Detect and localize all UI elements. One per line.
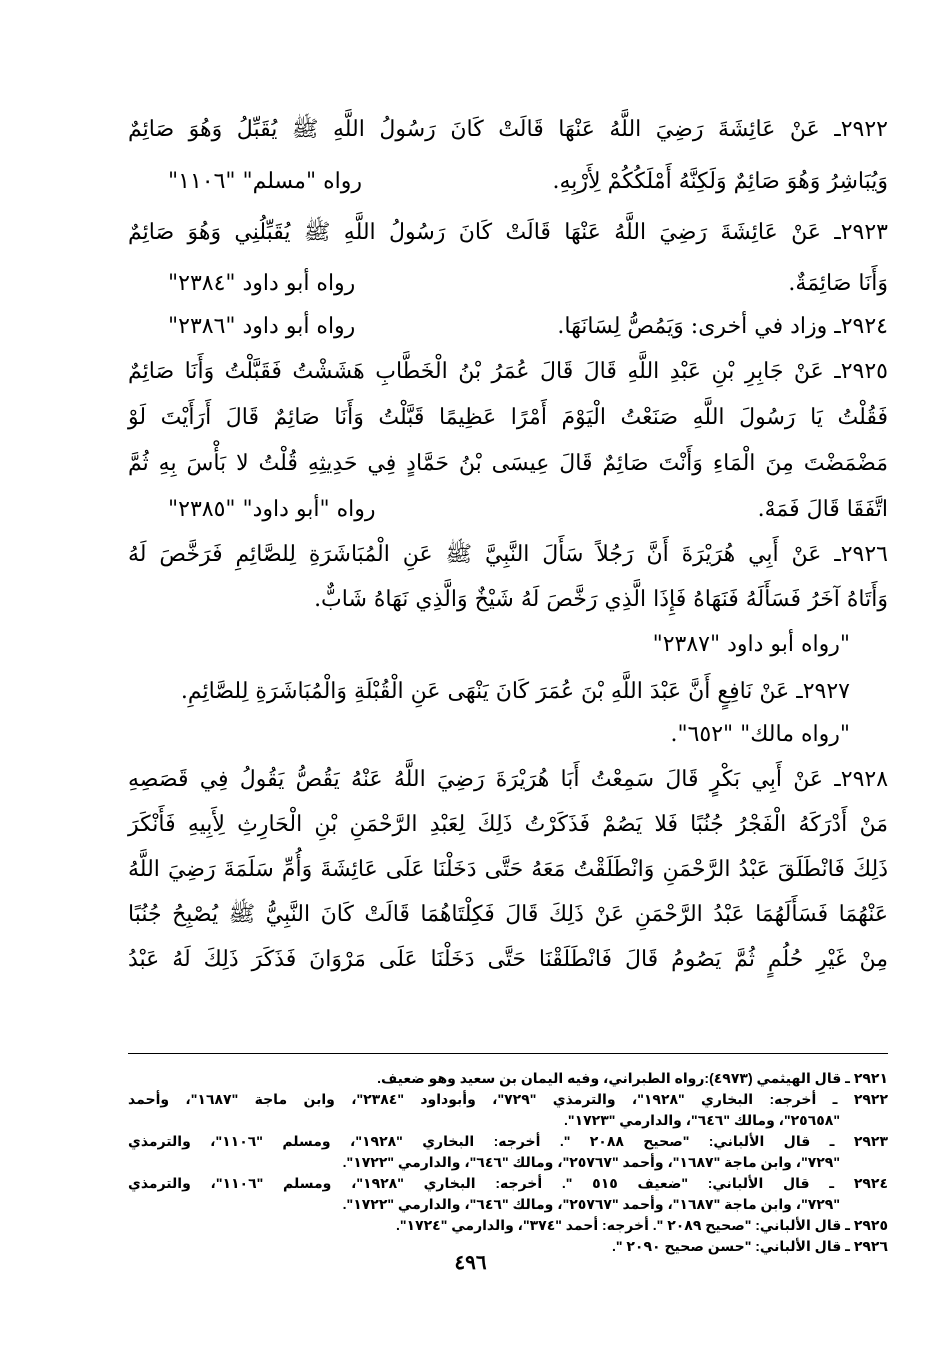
- footnote-2924-cont: "٧٢٩"، وابن ماجة "١٦٨٧"، وأحمد "٢٥٧٦٧"، ومالك "٦٤٦"، والدارمي "١٧٢٢".: [342, 1196, 840, 1212]
- hadith-reference: رواه أبو داود "٢٣٨٦": [168, 314, 356, 339]
- hadith-2925-line-4: [128, 495, 888, 525]
- hadith-2926-line-1: ٢٩٢٦ـ عَنْ أَبِي هُرَيْرَةَ أَنَّ رَجُلاً سَأَلَ النَّبِيَّ ﷺ عَنِ الْمُبَاشَرَةِ لِلصَّائِمِ فَرَخَّصَ لَهُ: [128, 542, 888, 567]
- hadith-2928-line-2: مَنْ أَدْرَكَهُ الْفَجْرُ جُنُبًا فَلا يَصُمْ فَذَكَرْتُ ذَلِكَ لِعَبْدِ الرَّحْمَنِ بْنِ الْحَارِثِ لِأَبِيهِ فَأَنْكَرَ: [128, 812, 888, 837]
- hadith-reference: رواه أبو داود "٢٣٨٤": [168, 271, 356, 296]
- hadith-2928-line-4: عَنْهُمَا فَسَأَلَهُمَا عَبْدُ الرَّحْمَنِ عَنْ ذَلِكَ قَالَ فَكِلْتَاهُمَا قَالَتْ كَانَ النَّبِيُّ ﷺ يُصْبِحُ جُنُبًا: [128, 902, 888, 927]
- hadith-2928-line-3: ذَلِكَ فَانْطَلَقَ عَبْدُ الرَّحْمَنِ وَانْطَلَقْتُ مَعَهُ حَتَّى دَخَلْنَا عَلَى عَائِشَةَ وَأُمِّ سَلَمَةَ رَضِيَ اللَّهُ: [128, 857, 888, 882]
- footnote-separator: [128, 1053, 888, 1054]
- hadith-2924: [128, 312, 888, 342]
- hadith-text: اتَّفَقَا قَالَ فَمَهْ.: [757, 497, 888, 522]
- hadith-2925-line-2: فَقُلْتُ يَا رَسُولَ اللَّهِ صَنَعْتُ الْيَوْمَ أَمْرًا عَظِيمًا قَبَّلْتُ وَأَنَا صَائِمٌ قَالَ أَرَأَيْتَ لَوْ: [128, 405, 888, 430]
- footnote-2922-cont: "٢٥٦٥٨"، ومالك "٦٤٦"، والدارمي "١٧٢٣".: [564, 1112, 840, 1128]
- page-number: ٤٩٦: [454, 1252, 487, 1274]
- hadith-2922-line-2: [128, 167, 888, 197]
- hadith-2925-line-1: ٢٩٢٥ـ عَنْ جَابِرِ بْنِ عَبْدِ اللَّهِ قَالَ قَالَ عُمَرُ بْنُ الْخَطَّابِ هَشَشْتُ فَقَبَّلْتُ وَأَنَا صَائِمٌ: [128, 359, 888, 384]
- footnote-2921: ٢٩٢١ ـ قال الهيثمي (٤٩٧٣):رواه الطبراني، وفيه اليمان بن سعيد وهو ضعيف.: [377, 1070, 888, 1086]
- footnote-2923-cont: "٧٢٩"، وابن ماجة "١٦٨٧"، وأحمد "٢٥٧٦٧"، ومالك "٦٤٦"، والدارمي "١٧٢٢".: [342, 1154, 840, 1170]
- hadith-reference: "رواه أبو داود "٢٣٨٧": [652, 632, 850, 657]
- hadith-reference: رواه "مسلم" "١١٠٦": [168, 169, 362, 194]
- hadith-reference: "رواه مالك" "٦٥٢".: [670, 722, 850, 747]
- footnote-2923: ٢٩٢٣ ـ قال الألباني: "صحيح ٢٠٨٨ ". أخرجه: البخاري "١٩٢٨"، ومسلم "١١٠٦"، والترمذي: [128, 1133, 888, 1149]
- hadith-2928-line-5: مِنْ غَيْرِ حُلُمٍ ثُمَّ يَصُومُ قَالَ فَانْطَلَقْنَا حَتَّى دَخَلْنَا عَلَى مَرْوَانَ فَذَكَرَ ذَلِكَ لَهُ عَبْدُ: [128, 947, 888, 972]
- footnote-2926: ٢٩٢٦ ـ قال الألباني: "حسن صحيح ٢٠٩٠ ".: [611, 1238, 888, 1254]
- hadith-2923-line-2: [128, 269, 888, 299]
- hadith-2922-line-1: ٢٩٢٢ـ عَنْ عَائِشَةَ رَضِيَ اللَّهُ عَنْهَا قَالَتْ كَانَ رَسُولُ اللَّهِ ﷺ يُقَبِّلُ وَهُوَ صَائِمٌ: [128, 117, 888, 142]
- footnote-2922: ٢٩٢٢ ـ أخرجه: البخاري "١٩٢٨"، والترمذي "٧٢٩"، وأبوداود "٢٣٨٤"، وابن ماجة "١٦٨٧"، وأحمد: [128, 1091, 888, 1107]
- hadith-text: وَيُبَاشِرُ وَهُوَ صَائِمٌ وَلَكِنَّهُ أَمْلَكُكُمْ لِأَرْبِهِ.: [552, 169, 888, 194]
- hadith-2923-line-1: ٢٩٢٣ـ عَنْ عَائِشَةَ رَضِيَ اللَّهُ عَنْهَا قَالَتْ كَانَ رَسُولُ اللَّهِ ﷺ يُقَبِّلُنِي وَهُوَ صَائِمٌ: [128, 220, 888, 245]
- hadith-2926-line-2: وَأَتَاهُ آخَرُ فَسَأَلَهُ فَنَهَاهُ فَإِذَا الَّذِي رَخَّصَ لَهُ شَيْخٌ وَالَّذِي نَهَاهُ شَابٌّ.: [314, 587, 888, 612]
- hadith-text: ٢٩٢٤ـ وزاد في أخرى: وَيَمُصُّ لِسَانَهَا.: [557, 314, 888, 339]
- footnote-2924: ٢٩٢٤ ـ قال الألباني: "ضعيف ٥١٥ ". أخرجه: البخاري "١٩٢٨"، ومسلم "١١٠٦"، والترمذي: [128, 1175, 889, 1191]
- hadith-2927: ٢٩٢٧ـ عَنْ نَافِعٍ أَنَّ عَبْدَ اللَّهِ بْنَ عُمَرَ كَانَ يَنْهَى عَنِ الْقُبْلَةِ وَالْمُبَاشَرَةِ لِلصَّائِمِ.: [180, 679, 850, 704]
- hadith-text: وَأَنَا صَائِمَةٌ.: [788, 271, 888, 296]
- footnote-2925: ٢٩٢٥ ـ قال الألباني: "صحيح ٢٠٨٩ ". أخرجه: أحمد "٣٧٤"، والدارمي "١٧٢٤".: [396, 1217, 888, 1233]
- hadith-2928-line-1: ٢٩٢٨ـ عَنْ أَبِي بَكْرٍ قَالَ سَمِعْتُ أَبَا هُرَيْرَةَ رَضِيَ اللَّهُ عَنْهُ يَقُصُّ يَقُولُ فِي قَصَصِهِ: [128, 767, 889, 792]
- hadith-reference: رواه "أبو داود" "٢٣٨٥": [168, 497, 376, 522]
- hadith-2925-line-3: مَضْمَضْتَ مِنَ الْمَاءِ وَأَنْتَ صَائِمٌ قَالَ عِيسَى بْنُ حَمَّادٍ فِي حَدِيثِهِ قُلْتُ لا بَأْسَ بِهِ ثُمَّ: [128, 451, 888, 476]
